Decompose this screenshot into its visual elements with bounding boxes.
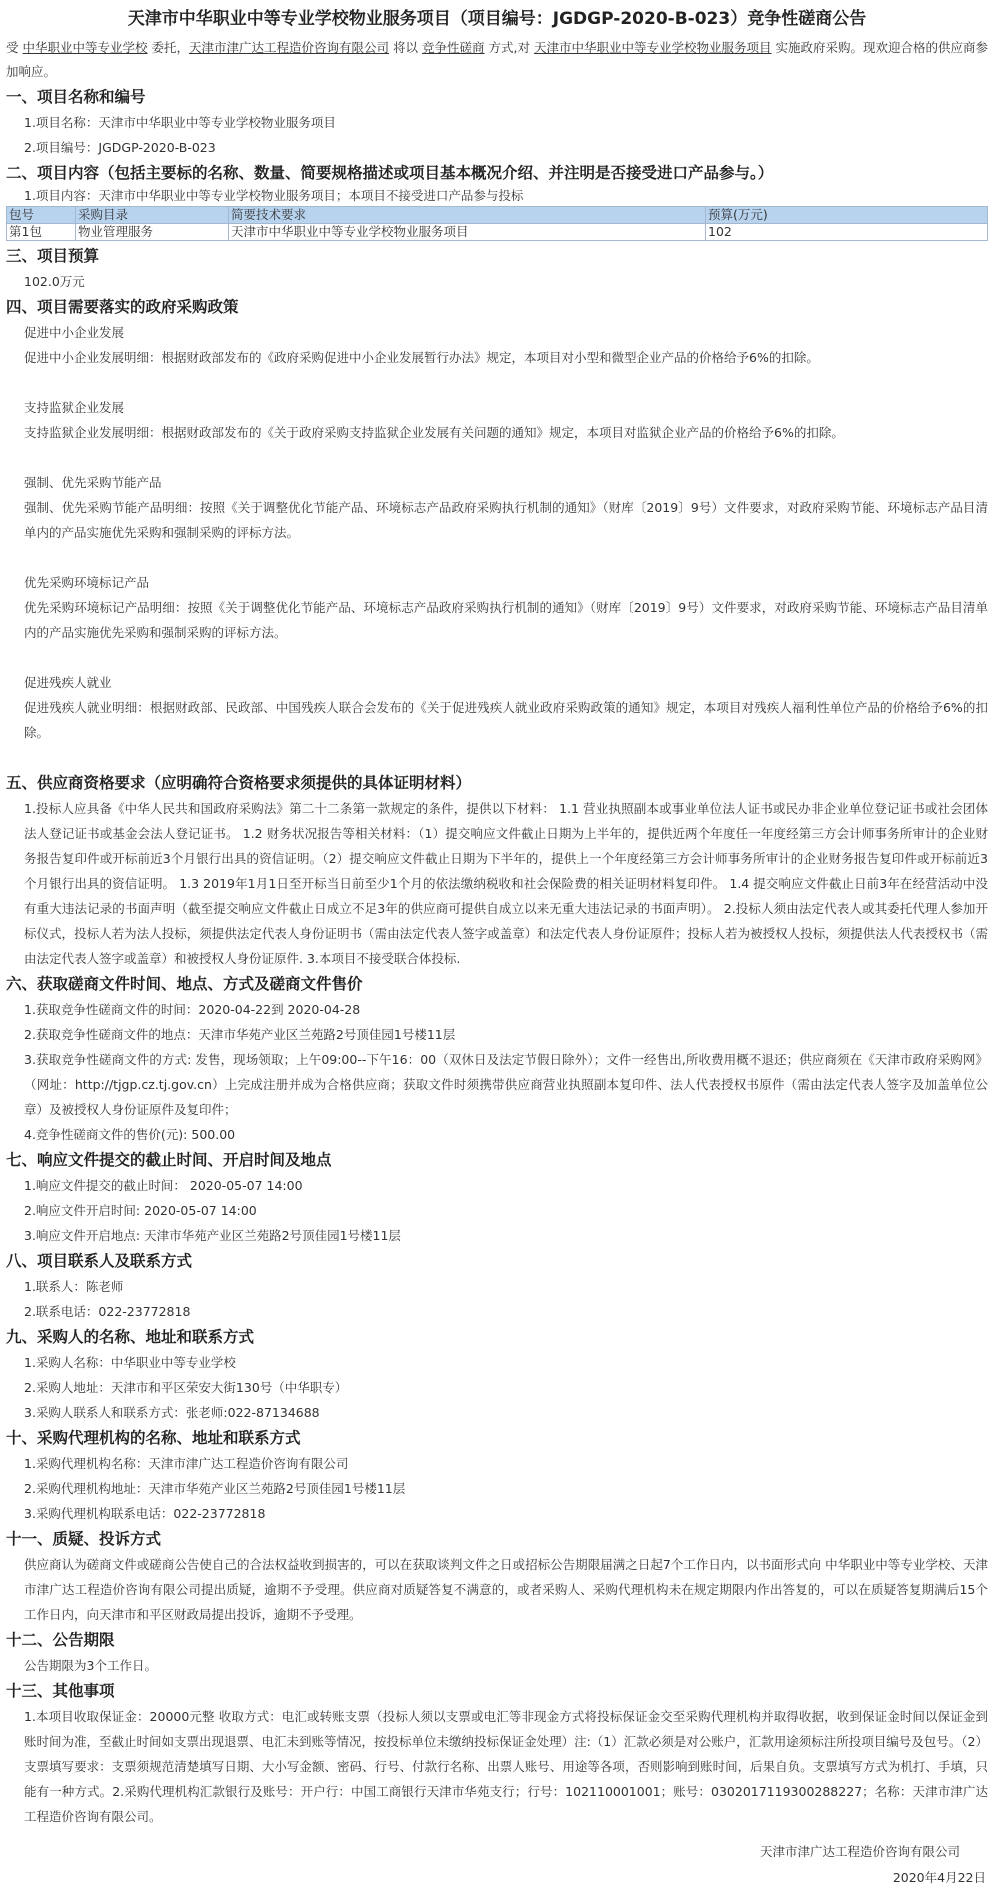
policy-detail: 促进中小企业发展明细：根据财政部发布的《政府采购促进中小企业发展暂行办法》规定，本项目对小型和微型企业产品的价格给予6%的扣除。 — [24, 350, 819, 365]
section-heading: 二、项目内容（包括主要标的名称、数量、简要规格描述或项目基本概况介绍、并注明是否接受进口产品参与。） — [6, 164, 774, 182]
doc-place-line: 2.获取竞争性磋商文件的地点：天津市华苑产业区兰苑路2号顶佳园1号楼11层 — [24, 1027, 456, 1042]
policy-detail: 优先采购环境标记产品明细：按照《关于调整优化节能产品、环境标志产品政府采购执行机制的通知》（财库〔2019〕9号）文件要求，对政府采购节能、环境标志产品目清单内的产品实施优先采购和强制采购的评标方法。 — [24, 600, 988, 640]
agency-phone-line: 3.采购代理机构联系电话：022-23772818 — [24, 1506, 266, 1521]
opening-time-line: 2.响应文件开启时间: 2020-05-07 14:00 — [24, 1203, 257, 1218]
doc-method-line: 3.获取竞争性磋商文件的方式: 发售，现场领取；上午09:00--下午16：00（双休日及法定节假日除外）；文件一经售出,所收费用概不退还；供应商须在《天津市政府采购网》（网址：http://tjgp.cz.tj.gov.cn）上完成注册并成为合格供应商；获取文件时须携带供应商营业执照副本复印件、法人代表授权书原件（需由法定代表人签字及加盖单位公章）及被授权人身份证原件及复印件； — [24, 1052, 988, 1117]
table-header-row — [7, 207, 988, 224]
table-cell: 第1包 — [7, 224, 76, 241]
section-heading: 十、采购代理机构的名称、地址和联系方式 — [6, 1429, 301, 1447]
purchaser-name-line: 1.采购人名称：中华职业中等专业学校 — [24, 1355, 236, 1370]
section-heading: 五、供应商资格要求（应明确符合资格要求须提供的具体证明材料） — [6, 774, 472, 792]
contact-person-line: 1.联系人：陈老师 — [24, 1279, 124, 1294]
intro-paragraph — [6, 36, 988, 84]
purchaser-contact-line: 3.采购人联系人和联系方式：张老师:022-87134688 — [24, 1405, 320, 1420]
agency-link[interactable]: 天津市津广达工程造价咨询有限公司 — [189, 40, 390, 55]
other-matters-text: 1.本项目收取保证金：20000元整 收取方式：电汇或转账支票（投标人须以支票或电汇等非现金方式将投标保证金交至采购代理机构并取得收据，收到保证金时间以保证金到账时间为准，至截止时间如支票出现退票、电汇未到账等情况，按投标单位未缴纳投标保证金处理）注:（1）汇款必须是对公账户，汇款用途须标注所投项目编号及包号。（2）支票填写要求：支票须规范清楚填写日期、大小写金额、密码、行号、付款行名称、出票人账号、用途等各项，否则影响到账时间，后果自负。支票填写方式为机打、手填，只能有一种方式。2.采购代理机构汇款银行及账号：开户行：中国工商银行天津市华苑支行；行号：102110001001；账号：0302017119300288227；名称：天津市津广达工程造价咨询有限公司。 — [24, 1709, 988, 1824]
section-heading: 九、采购人的名称、地址和联系方式 — [6, 1328, 255, 1346]
intro-text-3: 将以 — [393, 40, 419, 55]
project-number-line: 2.项目编号：JGDGP-2020-B-023 — [24, 140, 216, 155]
agency-name-line: 1.采购代理机构名称：天津市津广达工程造价咨询有限公司 — [24, 1456, 349, 1471]
deadline-line: 1.响应文件提交的截止时间： 2020-05-07 14:00 — [24, 1178, 303, 1193]
opening-place-line: 3.响应文件开启地点: 天津市华苑产业区兰苑路2号顶佳园1号楼11层 — [24, 1228, 401, 1243]
intro-text-5: 实施政府采购。现欢迎合格的供应商参加响应。 — [6, 40, 988, 79]
policy-detail: 促进残疾人就业明细：根据财政部、民政部、中国残疾人联合会发布的《关于促进残疾人就业政府采购政策的通知》规定，本项目对残疾人福利性单位产品的价格给予6%的扣除。 — [24, 700, 988, 740]
section-heading: 四、项目需要落实的政府采购政策 — [6, 298, 239, 316]
intro-text-1: 受 — [6, 40, 19, 55]
section-heading: 七、响应文件提交的截止时间、开启时间及地点 — [6, 1151, 332, 1169]
table-cell: 物业管理服务 — [76, 224, 229, 241]
doc-time-line: 1.获取竞争性磋商文件的时间：2020-04-22到 2020-04-28 — [24, 1002, 361, 1017]
column-header: 采购目录 — [76, 207, 229, 224]
table-row — [7, 224, 988, 241]
project-content-line: 1.项目内容：天津市中华职业中等专业学校物业服务项目；本项目不接受进口产品参与投标 — [24, 188, 524, 203]
section-heading: 十二、公告期限 — [6, 1631, 115, 1649]
project-name-line: 1.项目名称：天津市中华职业中等专业学校物业服务项目 — [24, 115, 336, 130]
section-heading: 八、项目联系人及联系方式 — [6, 1252, 193, 1270]
intro-text-4: 方式,对 — [488, 40, 530, 55]
method-link[interactable]: 竞争性磋商 — [422, 40, 485, 55]
section-heading: 三、项目预算 — [6, 247, 100, 265]
package-table — [6, 206, 988, 241]
signature-org: 天津市津广达工程造价咨询有限公司 — [759, 1844, 960, 1859]
policy-name: 优先采购环境标记产品 — [24, 575, 150, 590]
purchaser-address-line: 2.采购人地址：天津市和平区荣安大街130号（中华职专） — [24, 1380, 348, 1395]
policy-detail: 强制、优先采购节能产品明细：按照《关于调整优化节能产品、环境标志产品政府采购执行机制的通知》（财库〔2019〕9号）文件要求，对政府采购节能、环境标志产品目清单内的产品实施优先采购和强制采购的评标方法。 — [24, 500, 988, 540]
complaint-text: 供应商认为磋商文件或磋商公告使自己的合法权益收到损害的，可以在获取谈判文件之日或招标公告期限届满之日起7个工作日内，以书面形式向 中华职业中等专业学校、天津市津广达工程造价咨询有限公司提出质疑，逾期不予受理。供应商对质疑答复不满意的，或者采购人、采购代理机构未在规定期限内作出答复的，可以在质疑答复期满后15个工作日内，向天津市和平区财政局提出投诉，逾期不予受理。 — [24, 1557, 988, 1622]
project-link[interactable]: 天津市中华职业中等专业学校物业服务项目 — [533, 40, 772, 55]
section-heading: 六、获取磋商文件时间、地点、方式及磋商文件售价 — [6, 975, 363, 993]
column-header: 包号 — [7, 207, 76, 224]
table-cell: 天津市中华职业中等专业学校物业服务项目 — [229, 224, 706, 241]
policy-name: 强制、优先采购节能产品 — [24, 475, 162, 490]
contact-phone-line: 2.联系电话：022-23772818 — [24, 1304, 191, 1319]
table-cell: 102 — [706, 224, 988, 241]
purchaser-link[interactable]: 中华职业中等专业学校 — [22, 40, 148, 55]
policy-name: 支持监狱企业发展 — [24, 400, 125, 415]
budget-value: 102.0万元 — [24, 274, 85, 289]
page-title: 天津市中华职业中等专业学校物业服务项目（项目编号：JGDGP-2020-B-023）竞争性磋商公告 — [127, 9, 867, 29]
section-heading: 十一、质疑、投诉方式 — [6, 1530, 162, 1548]
column-header: 预算(万元) — [706, 207, 988, 224]
intro-text-2: 委托， — [151, 40, 190, 55]
policy-name: 促进残疾人就业 — [24, 675, 112, 690]
policy-detail: 支持监狱企业发展明细：根据财政部发布的《关于政府采购支持监狱企业发展有关问题的通知》规定，本项目对监狱企业产品的价格给予6%的扣除。 — [24, 425, 844, 440]
section-heading: 一、项目名称和编号 — [6, 88, 146, 106]
column-header: 简要技术要求 — [229, 207, 706, 224]
agency-address-line: 2.采购代理机构地址：天津市华苑产业区兰苑路2号顶佳园1号楼11层 — [24, 1481, 406, 1496]
signature-date: 2020年4月22日 — [892, 1870, 986, 1885]
policy-name: 促进中小企业发展 — [24, 325, 125, 340]
doc-price-line: 4.竞争性磋商文件的售价(元): 500.00 — [24, 1127, 236, 1142]
qualification-text: 1.投标人应具备《中华人民共和国政府采购法》第二十二条第一款规定的条件，提供以下材料： 1.1 营业执照副本或事业单位法人证书或民办非企业单位登记证书或社会团体法人登记证书或基金会法人登记证书。 1.2 财务状况报告等相关材料：（1）提交响应文件截止日期为上半年的，提供近两个年度任一年度经第三方会计师事务所审计的企业财务报告复印件或开标前近3个月银行出具的资信证明。（2）提交响应文件截止日期为下半年的，提供上一个年度经第三方会计师事务所审计的企业财务报告复印件或开标前近3个月银行出具的资信证明。 1.3 2019年1月1日至开标当日前至少1个月的依法缴纳税收和社会保险费的相关证明材料复印件。 1.4 提交响应文件截止日前3年在经营活动中没有重大违法记录的书面声明（截至提交响应文件截止日成立不足3年的供应商可提供自成立以来无重大违法记录的书面声明）。 2.投标人须由法定代表人或其委托代理人参加开标仪式，投标人若为法人投标，须提供法定代表人身份证明书（需由法定代表人签字或盖章）和法定代表人身份证原件；投标人若为被授权人投标，须提供法人代表授权书（需由法定代表人签字或盖章）和被授权人身份证原件. 3.本项目不接受联合体投标. — [24, 801, 988, 966]
notice-period-text: 公告期限为3个工作日。 — [24, 1658, 157, 1673]
section-heading: 十三、其他事项 — [6, 1682, 115, 1700]
